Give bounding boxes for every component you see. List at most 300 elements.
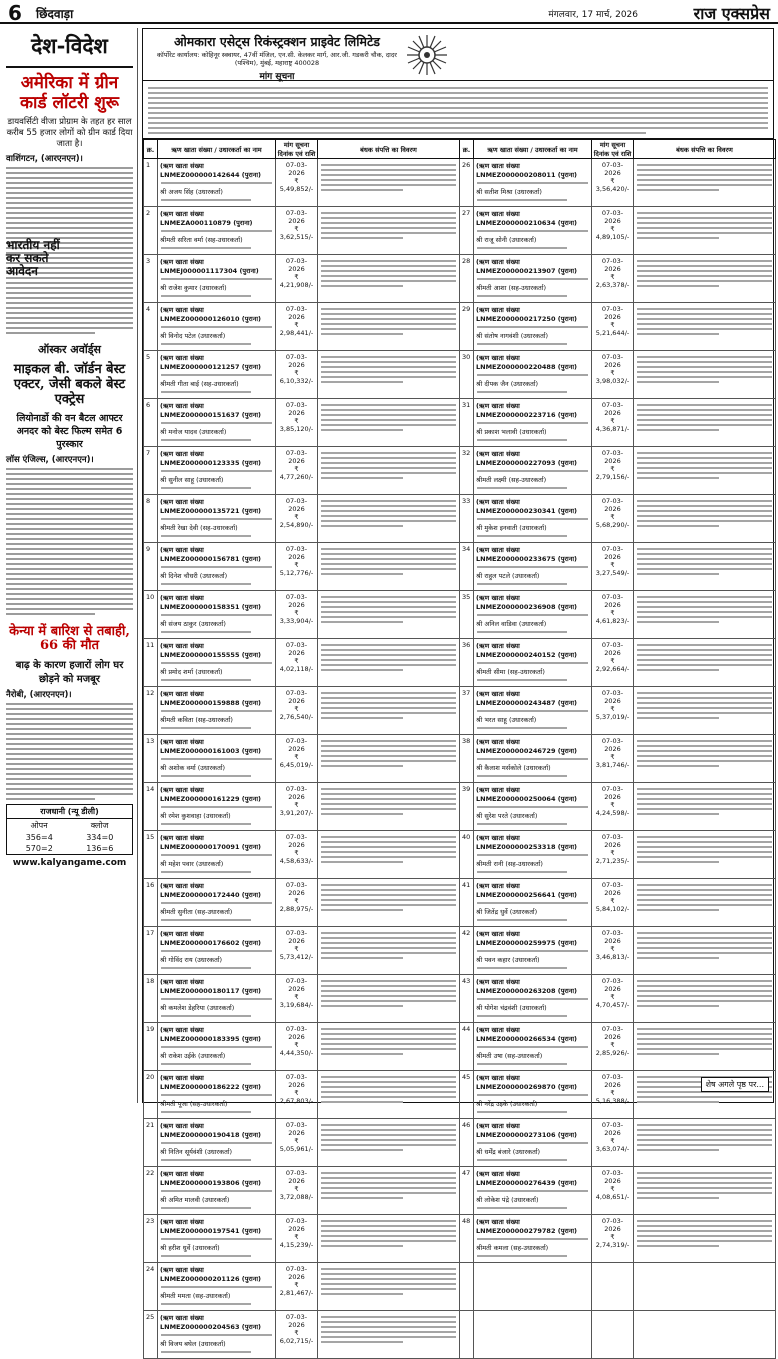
notice-date: 07-03-2026 bbox=[601, 881, 624, 897]
notice-date: 07-03-2026 bbox=[285, 305, 308, 321]
loan-account: (ऋण खाता संख्या LNMEZ000000186222 (पुराना) bbox=[160, 1074, 262, 1091]
notice-date: 07-03-2026 bbox=[285, 1265, 308, 1281]
story2-dateline: लॉस एंजिल्स, (आरएनएन)। bbox=[6, 454, 94, 465]
notice-date: 07-03-2026 bbox=[285, 833, 308, 849]
borrower-name: श्री संजय ठाकुर (उधारकर्ता) bbox=[160, 620, 226, 628]
property-description bbox=[634, 783, 776, 831]
property-description bbox=[634, 447, 776, 495]
loan-account: (ऋण खाता संख्या LNMEZ000000243487 (पुराना) bbox=[476, 690, 578, 707]
row-number: 34 bbox=[462, 545, 471, 553]
borrower-name: श्री सुरेश परते (उधारकर्ता) bbox=[476, 812, 538, 820]
property-description bbox=[318, 1071, 460, 1119]
notice-date: 07-03-2026 bbox=[601, 785, 624, 801]
story1-pull-quote: भारतीय नहीं कर सकते आवेदन bbox=[6, 238, 60, 279]
property-description bbox=[318, 735, 460, 783]
table-row bbox=[144, 495, 776, 543]
borrower-name: श्री विनोद पटेल (उधारकर्ता) bbox=[160, 332, 226, 340]
borrower-name: श्री मनोज यादव (उधारकर्ता) bbox=[160, 428, 227, 436]
borrower-name: श्री अमित मालवी (उधारकर्ता) bbox=[160, 1196, 230, 1204]
row-number: 4 bbox=[146, 305, 151, 313]
notice-date: 07-03-2026 bbox=[285, 353, 308, 369]
demand-amount: ₹ 3,91,207/- bbox=[279, 801, 314, 817]
demand-amount: ₹ 3,46,813/- bbox=[595, 945, 630, 961]
demand-amount: ₹ 5,68,290/- bbox=[595, 513, 630, 529]
market-cell: 334=0 bbox=[86, 833, 114, 843]
row-number: 41 bbox=[462, 881, 471, 889]
demand-amount: ₹ 2,67,803/- bbox=[279, 1089, 314, 1105]
row-number: 27 bbox=[462, 209, 471, 217]
loan-account: (ऋण खाता संख्या LNMEZ000000161229 (पुराना) bbox=[160, 786, 262, 803]
demand-amount: ₹ 5,49,852/- bbox=[279, 177, 314, 193]
notice-date: 07-03-2026 bbox=[285, 1025, 308, 1041]
borrower-name: श्री योगेश चंद्रवंशी (उधारकर्ता) bbox=[476, 1004, 547, 1012]
loan-account: (ऋण खाता संख्या LNMEZ000000126010 (पुराना) bbox=[160, 306, 262, 323]
demand-amount: ₹ 4,21,908/- bbox=[279, 273, 314, 289]
property-description bbox=[318, 495, 460, 543]
row-number: 43 bbox=[462, 977, 471, 985]
demand-amount: ₹ 4,15,239/- bbox=[279, 1233, 314, 1249]
notice-date: 07-03-2026 bbox=[285, 1169, 308, 1185]
property-description bbox=[634, 1023, 776, 1071]
demand-amount: ₹ 5,84,102/- bbox=[595, 897, 630, 913]
notice-date: 07-03-2026 bbox=[601, 689, 624, 705]
table-row bbox=[144, 303, 776, 351]
demand-amount: ₹ 3,98,032/- bbox=[595, 369, 630, 385]
property-description bbox=[634, 1167, 776, 1215]
borrower-name: श्री दीपक जैन (उधारकर्ता) bbox=[476, 380, 539, 388]
property-description bbox=[318, 1215, 460, 1263]
loan-account: (ऋण खाता संख्या LNMEZ000000135721 (पुराना) bbox=[160, 498, 262, 515]
notice-date: 07-03-2026 bbox=[285, 497, 308, 513]
row-number: 48 bbox=[462, 1217, 471, 1225]
notice-date: 07-03-2026 bbox=[285, 1217, 308, 1233]
property-description bbox=[634, 303, 776, 351]
loan-account: (ऋण खाता संख्या LNMEZ000000197541 (पुराना) bbox=[160, 1218, 262, 1235]
table-row bbox=[144, 927, 776, 975]
story1-headline: अमेरिका में ग्रीन कार्ड लॉटरी शुरू bbox=[19, 73, 119, 113]
loan-account: (ऋण खाता संख्या LNMEZA000110879 (पुराना) bbox=[160, 210, 253, 227]
header-cell: क्र. bbox=[144, 140, 158, 159]
loan-account: (ऋण खाता संख्या LNMEZ000000269870 (पुराना) bbox=[476, 1074, 578, 1091]
borrower-name: श्री प्रकाश भलावी (उधारकर्ता) bbox=[476, 428, 547, 436]
property-description bbox=[318, 687, 460, 735]
borrower-name: श्रीमती सुनीता (सह-उधारकर्ता) bbox=[160, 908, 233, 916]
borrower-name: श्री गोविंद राय (उधारकर्ता) bbox=[160, 956, 223, 964]
row-number: 8 bbox=[146, 497, 151, 505]
property-description bbox=[318, 639, 460, 687]
loan-account: (ऋण खाता संख्या LNMEZ000000279782 (पुराना) bbox=[476, 1218, 578, 1235]
borrower-name: श्री सतीश मिश्रा (उधारकर्ता) bbox=[476, 188, 542, 196]
demand-amount: ₹ 3,33,904/- bbox=[279, 609, 314, 625]
market-cell: 136=6 bbox=[86, 844, 114, 854]
row-number: 35 bbox=[462, 593, 471, 601]
borrower-name: श्री राजेश कुमार (उधारकर्ता) bbox=[160, 284, 227, 292]
loan-account: (ऋण खाता संख्या LNMEZ000000240152 (पुराना) bbox=[476, 642, 578, 659]
loan-account: (ऋण खाता संख्या LNMEZ000000259975 (पुराना) bbox=[476, 930, 578, 947]
property-description bbox=[318, 159, 460, 207]
notice-date: 07-03-2026 bbox=[601, 737, 624, 753]
market-results-table bbox=[6, 804, 133, 855]
notice-date: 07-03-2026 bbox=[285, 881, 308, 897]
table-row bbox=[144, 351, 776, 399]
notice-date: 07-03-2026 bbox=[285, 641, 308, 657]
notice-date: 07-03-2026 bbox=[601, 209, 624, 225]
table-row bbox=[144, 639, 776, 687]
notice-date: 07-03-2026 bbox=[601, 641, 624, 657]
property-description bbox=[634, 831, 776, 879]
borrower-name: श्री संतोष नागवंशी (उधारकर्ता) bbox=[476, 332, 549, 340]
notice-date: 07-03-2026 bbox=[601, 1121, 624, 1137]
masthead bbox=[0, 0, 778, 24]
demand-amount: ₹ 4,02,118/- bbox=[279, 657, 314, 673]
property-description bbox=[634, 1215, 776, 1263]
market-row bbox=[7, 832, 132, 843]
story3-headline: केन्या में बारिश से तबाही, 66 की मौत bbox=[9, 623, 130, 654]
market-col2: क्लोज bbox=[90, 821, 109, 831]
row-number: 16 bbox=[146, 881, 155, 889]
property-description bbox=[318, 447, 460, 495]
demand-amount: ₹ 3,62,515/- bbox=[279, 225, 314, 241]
story1-body bbox=[6, 153, 133, 334]
table-row bbox=[144, 1263, 776, 1311]
notice-date: 07-03-2026 bbox=[601, 497, 624, 513]
table-row bbox=[144, 159, 776, 207]
notice-date: 07-03-2026 bbox=[285, 929, 308, 945]
table-row bbox=[144, 447, 776, 495]
demand-amount: ₹ 2,98,441/- bbox=[279, 321, 314, 337]
issue-date: मंगलवार, 17 मार्च, 2026 bbox=[548, 10, 638, 20]
borrower-name: श्रीमती लक्ष्मी (सह-उधारकर्ता) bbox=[476, 476, 547, 484]
row-number: 39 bbox=[462, 785, 471, 793]
market-title: राजधानी (न्यू डीली) bbox=[7, 805, 132, 819]
notice-date: 07-03-2026 bbox=[601, 929, 624, 945]
borrower-name: श्री रमेश कुशवाहा (उधारकर्ता) bbox=[160, 812, 231, 820]
borrower-name: श्री महेश पवार (उधारकर्ता) bbox=[160, 860, 224, 868]
borrower-name: श्री पवन कहार (उधारकर्ता) bbox=[476, 956, 540, 964]
property-description bbox=[318, 1263, 460, 1311]
row-number: 42 bbox=[462, 929, 471, 937]
property-description bbox=[318, 879, 460, 927]
property-description bbox=[318, 207, 460, 255]
table-row bbox=[144, 591, 776, 639]
demand-amount: ₹ 4,44,350/- bbox=[279, 1041, 314, 1057]
loan-account: (ऋण खाता संख्या LNMEZ000000220488 (पुराना) bbox=[476, 354, 578, 371]
loan-account: (ऋण खाता संख्या LNMEZ000000183395 (पुराना) bbox=[160, 1026, 262, 1043]
loan-account: (ऋण खाता संख्या LNMEZ000000256641 (पुराना) bbox=[476, 882, 578, 899]
notice-date: 07-03-2026 bbox=[285, 1121, 308, 1137]
row-number: 17 bbox=[146, 929, 155, 937]
website-link[interactable]: www.kalyangame.com bbox=[12, 858, 127, 869]
demand-amount: ₹ 3,85,120/- bbox=[279, 417, 314, 433]
loan-account: (ऋण खाता संख्या LNMEZ000000263208 (पुराना) bbox=[476, 978, 578, 995]
row-number: 25 bbox=[146, 1313, 155, 1321]
loan-account: (ऋण खाता संख्या LNMEZ000000176602 (पुराना) bbox=[160, 930, 262, 947]
market-cell: 356=4 bbox=[25, 833, 53, 843]
market-row bbox=[7, 843, 132, 854]
row-number: 21 bbox=[146, 1121, 155, 1129]
section-title: देश-विदेश bbox=[6, 28, 133, 68]
header-cell: बंधक संपत्ति का विवरण bbox=[634, 140, 776, 159]
borrower-name: श्रीमती सीमा (सह-उधारकर्ता) bbox=[476, 668, 545, 676]
notice-table bbox=[143, 139, 776, 1359]
table-row bbox=[144, 735, 776, 783]
demand-amount: ₹ 3,19,684/- bbox=[279, 993, 314, 1009]
notice-date: 07-03-2026 bbox=[601, 1025, 624, 1041]
demand-amount: ₹ 2,92,664/- bbox=[595, 657, 630, 673]
row-number: 37 bbox=[462, 689, 471, 697]
property-description bbox=[318, 351, 460, 399]
notice-date: 07-03-2026 bbox=[601, 449, 624, 465]
borrower-name: श्रीमती आशा (सह-उधारकर्ता) bbox=[476, 284, 546, 292]
header-cell: बंधक संपत्ति का विवरण bbox=[318, 140, 460, 159]
company-address: कॉर्पोरेट कार्यालय: कोहिनूर स्क्वायर, 47वीं मंजिल, एन.सी. केलकर मार्ग, आर.जी. गडकरी चौक, दादर (पश्चिम), मुंबई, महाराष्ट्र 400028 bbox=[157, 51, 397, 68]
row-number: 45 bbox=[462, 1073, 471, 1081]
loan-account: (ऋण खाता संख्या LNMEZ000000161003 (पुराना) bbox=[160, 738, 262, 755]
row-number: 3 bbox=[146, 257, 151, 265]
demand-amount: ₹ 2,85,926/- bbox=[595, 1041, 630, 1057]
demand-amount: ₹ 5,21,644/- bbox=[595, 321, 630, 337]
property-description bbox=[318, 399, 460, 447]
loan-account: (ऋण खाता संख्या LNMEJ000001117304 (पुराना) bbox=[160, 258, 259, 275]
borrower-name: श्री मुकेश इनवाती (उधारकर्ता) bbox=[476, 524, 547, 532]
demand-amount: ₹ 3,81,746/- bbox=[595, 753, 630, 769]
borrower-name: श्री अनिल वाडिवा (उधारकर्ता) bbox=[476, 620, 547, 628]
property-description bbox=[318, 783, 460, 831]
table-row bbox=[144, 543, 776, 591]
demand-amount: ₹ 2,63,378/- bbox=[595, 273, 630, 289]
property-description bbox=[318, 1023, 460, 1071]
notice-date: 07-03-2026 bbox=[285, 593, 308, 609]
row-number: 10 bbox=[146, 593, 155, 601]
row-number: 9 bbox=[146, 545, 151, 553]
sunburst-logo-icon bbox=[405, 33, 449, 77]
header-cell: मांग सूचना दिनांक एवं राशि bbox=[592, 140, 634, 159]
story3-subheadline: बाढ़ के कारण हजारों लोग घर छोड़ने को मजबूर bbox=[15, 660, 124, 686]
page-number: 6 bbox=[8, 1, 22, 25]
notice-date: 07-03-2026 bbox=[285, 545, 308, 561]
loan-account: (ऋण खाता संख्या LNMEZ000000233675 (पुराना) bbox=[476, 546, 578, 563]
notice-header bbox=[143, 29, 773, 81]
story1-dateline: वाशिंगटन, (आरएनएन)। bbox=[6, 154, 83, 165]
demand-amount: ₹ 4,61,823/- bbox=[595, 609, 630, 625]
table-row bbox=[144, 1119, 776, 1167]
demand-amount: ₹ 6,10,332/- bbox=[279, 369, 314, 385]
demand-amount: ₹ 3,72,088/- bbox=[279, 1185, 314, 1201]
loan-account: (ऋण खाता संख्या LNMEZ000000253318 (पुराना) bbox=[476, 834, 578, 851]
demand-amount: ₹ 5,12,776/- bbox=[279, 561, 314, 577]
row-number: 15 bbox=[146, 833, 155, 841]
borrower-name: श्रीमती रानी (सह-उधारकर्ता) bbox=[476, 860, 543, 868]
row-number: 26 bbox=[462, 161, 471, 169]
property-description bbox=[634, 639, 776, 687]
demand-amount: ₹ 5,05,961/- bbox=[279, 1137, 314, 1153]
demand-amount: ₹ 3,63,074/- bbox=[595, 1137, 630, 1153]
borrower-name: श्रीमती पूजा (सह-उधारकर्ता) bbox=[160, 1100, 228, 1108]
borrower-name: श्री धर्मेंद्र बंजारे (उधारकर्ता) bbox=[476, 1148, 541, 1156]
continued-note: शेष अगले पृष्ठ पर... bbox=[701, 1077, 769, 1092]
property-description bbox=[634, 687, 776, 735]
row-number: 5 bbox=[146, 353, 151, 361]
demand-amount: ₹ 4,77,260/- bbox=[279, 465, 314, 481]
demand-amount: ₹ 3,56,420/- bbox=[595, 177, 630, 193]
row-number: 24 bbox=[146, 1265, 155, 1273]
notice-date: 07-03-2026 bbox=[285, 161, 308, 177]
demand-amount: ₹ 2,54,890/- bbox=[279, 513, 314, 529]
demand-amount: ₹ 6,45,019/- bbox=[279, 753, 314, 769]
row-number: 7 bbox=[146, 449, 151, 457]
story3-body bbox=[6, 689, 133, 800]
row-number: 33 bbox=[462, 497, 471, 505]
row-number: 18 bbox=[146, 977, 155, 985]
notice-date: 07-03-2026 bbox=[601, 161, 624, 177]
story2-subheadline: लियोनार्डो की वन बैटल आफ्टर अनदर को बेस्ट फिल्म समेत 6 पुरस्कार bbox=[16, 412, 123, 450]
notice-date: 07-03-2026 bbox=[285, 257, 308, 273]
story2-kicker: ऑस्कर अवॉर्ड्स bbox=[38, 343, 101, 357]
notice-date: 07-03-2026 bbox=[601, 1217, 624, 1233]
row-number: 20 bbox=[146, 1073, 155, 1081]
property-description bbox=[634, 495, 776, 543]
demand-amount: ₹ 5,16,388/- bbox=[595, 1089, 630, 1105]
demand-amount: ₹ 2,79,156/- bbox=[595, 465, 630, 481]
demand-amount: ₹ 4,08,651/- bbox=[595, 1185, 630, 1201]
borrower-name: श्री राहुल पटले (उधारकर्ता) bbox=[476, 572, 540, 580]
loan-account: (ऋण खाता संख्या LNMEZ000000208011 (पुराना) bbox=[476, 162, 578, 179]
loan-account: (ऋण खाता संख्या LNMEZ000000276439 (पुराना) bbox=[476, 1170, 578, 1187]
property-description bbox=[634, 591, 776, 639]
borrower-name: श्री हरीश धुर्वे (उधारकर्ता) bbox=[160, 1244, 220, 1252]
table-row bbox=[144, 831, 776, 879]
notice-date: 07-03-2026 bbox=[285, 737, 308, 753]
borrower-name: श्री नरेंद्र उइके (उधारकर्ता) bbox=[476, 1100, 538, 1108]
loan-account: (ऋण खाता संख्या LNMEZ000000151637 (पुराना) bbox=[160, 402, 262, 419]
borrower-name: श्री राकेश उईके (उधारकर्ता) bbox=[160, 1052, 226, 1060]
notice-date: 07-03-2026 bbox=[285, 209, 308, 225]
borrower-name: श्री प्रमोद शर्मा (उधारकर्ता) bbox=[160, 668, 223, 676]
loan-account: (ऋण खाता संख्या LNMEZ000000158351 (पुराना) bbox=[160, 594, 262, 611]
property-description bbox=[318, 1311, 460, 1359]
notice-date: 07-03-2026 bbox=[601, 401, 624, 417]
borrower-name: श्रीमती कविता (सह-उधारकर्ता) bbox=[160, 716, 233, 724]
table-row bbox=[144, 879, 776, 927]
row-number: 1 bbox=[146, 161, 151, 169]
table-row bbox=[144, 1167, 776, 1215]
row-number: 36 bbox=[462, 641, 471, 649]
story2-headline: माइकल बी. जॉर्डन बेस्ट एक्टर, जेसी बकले बेस्ट एक्ट्रेस bbox=[13, 361, 126, 407]
property-description bbox=[318, 831, 460, 879]
borrower-name: श्री कैलाश मर्सकोले (उधारकर्ता) bbox=[476, 764, 551, 772]
property-description bbox=[634, 255, 776, 303]
notice-date: 07-03-2026 bbox=[285, 977, 308, 993]
loan-account: (ऋण खाता संख्या LNMEZ000000223716 (पुराना) bbox=[476, 402, 578, 419]
borrower-name: श्री नितिन सूर्यवंशी (उधारकर्ता) bbox=[160, 1148, 233, 1156]
story3-dateline: नैरोबी, (आरएनएन)। bbox=[6, 690, 72, 701]
notice-date: 07-03-2026 bbox=[285, 449, 308, 465]
property-description bbox=[318, 543, 460, 591]
table-row bbox=[144, 255, 776, 303]
borrower-name: श्रीमती गीता बाई (सह-उधारकर्ता) bbox=[160, 380, 239, 388]
loan-account: (ऋण खाता संख्या LNMEZ000000156781 (पुराना) bbox=[160, 546, 262, 563]
loan-account: (ऋण खाता संख्या LNMEZ000000210634 (पुराना) bbox=[476, 210, 578, 227]
notice-date: 07-03-2026 bbox=[285, 1313, 308, 1329]
borrower-name: श्री अजय सिंह (उधारकर्ता) bbox=[160, 188, 223, 196]
table-header-row bbox=[144, 140, 776, 159]
loan-account: (ऋण खाता संख्या LNMEZ000000123335 (पुराना) bbox=[160, 450, 262, 467]
loan-account: (ऋण खाता संख्या LNMEZ000000155555 (पुराना) bbox=[160, 642, 262, 659]
header-cell: क्र. bbox=[460, 140, 474, 159]
property-description bbox=[634, 975, 776, 1023]
header-cell: ऋण खाता संख्या / उधारकर्ता का नाम bbox=[474, 140, 592, 159]
row-number: 44 bbox=[462, 1025, 471, 1033]
demand-amount: ₹ 6,02,715/- bbox=[279, 1329, 314, 1345]
row-number: 22 bbox=[146, 1169, 155, 1177]
row-number: 47 bbox=[462, 1169, 471, 1177]
market-header-row bbox=[7, 819, 132, 832]
row-number: 19 bbox=[146, 1025, 155, 1033]
property-description bbox=[634, 1119, 776, 1167]
table-row bbox=[144, 207, 776, 255]
loan-account: (ऋण खाता संख्या LNMEZ000000230341 (पुराना) bbox=[476, 498, 578, 515]
property-description bbox=[318, 1167, 460, 1215]
table-row bbox=[144, 783, 776, 831]
borrower-name: श्रीमती रेखा देवी (सह-उधारकर्ता) bbox=[160, 524, 238, 532]
borrower-name: श्री कमलेश डेहरिया (उधारकर्ता) bbox=[160, 1004, 235, 1012]
loan-account: (ऋण खाता संख्या LNMEZ000000172440 (पुराना) bbox=[160, 882, 262, 899]
table-row bbox=[144, 399, 776, 447]
borrower-name: श्री भरत साहू (उधारकर्ता) bbox=[476, 716, 537, 724]
demand-amount: ₹ 2,88,975/- bbox=[279, 897, 314, 913]
borrower-name: श्री राजू सोनी (उधारकर्ता) bbox=[476, 236, 537, 244]
property-description bbox=[318, 255, 460, 303]
row-number: 29 bbox=[462, 305, 471, 313]
loan-account: (ऋण खाता संख्या LNMEZ000000201126 (पुराना) bbox=[160, 1266, 262, 1283]
row-number: 30 bbox=[462, 353, 471, 361]
property-description bbox=[634, 399, 776, 447]
loan-account: (ऋण खाता संख्या LNMEZ000000250064 (पुराना) bbox=[476, 786, 578, 803]
loan-account: (ऋण खाता संख्या LNMEZ000000266534 (पुराना) bbox=[476, 1026, 578, 1043]
property-description bbox=[634, 735, 776, 783]
loan-account: (ऋण खाता संख्या LNMEZ000000204563 (पुराना) bbox=[160, 1314, 262, 1331]
borrower-name: श्रीमती ममता (सह-उधारकर्ता) bbox=[160, 1292, 231, 1300]
borrower-name: श्री विजय बघेल (उधारकर्ता) bbox=[160, 1340, 226, 1348]
table-row bbox=[144, 1215, 776, 1263]
market-cell: 570=2 bbox=[25, 844, 53, 854]
demand-amount: ₹ 2,76,540/- bbox=[279, 705, 314, 721]
notice-date: 07-03-2026 bbox=[601, 1169, 624, 1185]
row-number: 46 bbox=[462, 1121, 471, 1129]
demand-amount: ₹ 5,37,019/- bbox=[595, 705, 630, 721]
demand-amount: ₹ 4,24,598/- bbox=[595, 801, 630, 817]
property-description bbox=[318, 303, 460, 351]
market-col1: ओपन bbox=[30, 821, 48, 831]
notice-date: 07-03-2026 bbox=[285, 785, 308, 801]
notice-date: 07-03-2026 bbox=[601, 353, 624, 369]
notice-title: मांग सूचना bbox=[259, 72, 295, 82]
loan-account: (ऋण खाता संख्या LNMEZ000000273106 (पुराना) bbox=[476, 1122, 578, 1139]
header-cell: मांग सूचना दिनांक एवं राशि bbox=[276, 140, 318, 159]
company-name: ओमकारा एसेट्स रिकंस्ट्रक्शन प्राइवेट लिमिटेड bbox=[174, 34, 380, 49]
table-row bbox=[144, 1311, 776, 1359]
row-number: 32 bbox=[462, 449, 471, 457]
row-number: 23 bbox=[146, 1217, 155, 1225]
borrower-name: श्री दिनेश चौधरी (उधारकर्ता) bbox=[160, 572, 228, 580]
row-number: 2 bbox=[146, 209, 151, 217]
notice-date: 07-03-2026 bbox=[601, 305, 624, 321]
demand-amount: ₹ 5,73,412/- bbox=[279, 945, 314, 961]
loan-account: (ऋण खाता संख्या LNMEZ000000193806 (पुराना) bbox=[160, 1170, 262, 1187]
borrower-name: श्रीमती सरिता वर्मा (सह-उधारकर्ता) bbox=[160, 236, 243, 244]
row-number: 14 bbox=[146, 785, 155, 793]
property-description bbox=[318, 1119, 460, 1167]
